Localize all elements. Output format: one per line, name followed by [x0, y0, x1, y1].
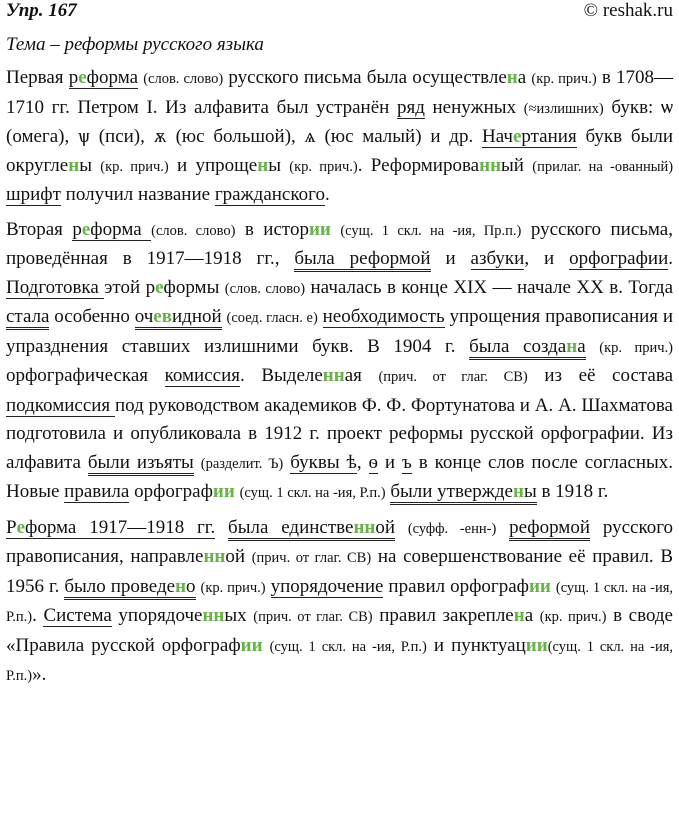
grammar-note: (кр. прич.): [289, 158, 358, 175]
exercise-number: Упр. 167: [6, 0, 77, 21]
highlighted-letters: е: [512, 126, 522, 147]
text-run: [395, 517, 408, 538]
grammar-note: (кр. прич.): [539, 609, 607, 625]
text-run: [331, 219, 340, 240]
underlined-word: подкомиссия: [6, 394, 115, 416]
grammar-note: (кр. прич.): [531, 71, 597, 87]
grammar-note: (прич. от глаг. СВ): [251, 550, 372, 566]
text-run: [496, 517, 509, 538]
highlighted-letters: ии: [240, 634, 263, 656]
underlined-word: р: [68, 67, 79, 88]
text-run: ая: [344, 365, 379, 386]
text-run: а: [517, 67, 532, 88]
text-run: , и: [524, 248, 570, 269]
underlined-word: было проведе: [64, 576, 175, 600]
highlighted-letters: ии: [528, 575, 551, 597]
underlined-word: идной: [172, 306, 222, 330]
site-credit: © reshak.ru: [583, 0, 673, 21]
text-run: ый: [501, 154, 533, 176]
highlighted-letters: е: [16, 516, 26, 538]
text-run: ».: [32, 664, 47, 685]
underlined-word: Подготовка: [6, 276, 105, 298]
highlighted-letters: нн: [202, 605, 225, 626]
paragraph-3: [6, 514, 673, 691]
underlined-word: оч: [135, 306, 154, 330]
underlined-word: ѳ: [368, 451, 378, 473]
grammar-note: (прич. от глаг. СВ): [378, 369, 528, 385]
text-run: р: [145, 276, 156, 298]
grammar-note: (кр. прич.): [599, 339, 674, 356]
text-run: ы: [79, 154, 101, 176]
highlighted-letters: н: [506, 67, 518, 88]
underlined-word: были изъяты: [88, 452, 194, 476]
underlined-word: а: [577, 336, 585, 360]
underlined-word: ой: [375, 517, 395, 541]
text-run: букв были округле: [6, 126, 673, 176]
grammar-note: (сущ. 1 скл. на -ия, Р.п.): [6, 579, 674, 625]
text-run: [194, 452, 201, 473]
text-run: и: [430, 248, 471, 269]
highlighted-letters: н: [566, 336, 577, 360]
grammar-note: (кр. прич.): [200, 579, 266, 596]
highlighted-letters: ии: [308, 218, 331, 240]
text-run: и пунктуац: [426, 634, 526, 656]
text-run: правил закрепле: [372, 605, 514, 626]
text-run: орфографическая: [6, 365, 165, 386]
text-run: .: [668, 248, 673, 269]
highlighted-letters: е: [78, 67, 87, 88]
grammar-note: (соед. гласн. е): [226, 310, 318, 326]
grammar-note: (сущ. 1 скл. на -ия, Р.п.): [269, 638, 427, 655]
underlined-word: буквы ѣ: [290, 451, 357, 473]
text-run: формы: [163, 276, 225, 298]
underlined-word: упорядочение: [270, 575, 384, 597]
underlined-word: р: [72, 218, 82, 240]
underlined-word: комиссия: [164, 365, 240, 386]
text-run: и: [378, 451, 402, 473]
text-run: [215, 517, 228, 538]
underlined-word: необходимость: [322, 306, 445, 327]
text-run: ой: [225, 546, 252, 567]
text-run: получил название: [60, 184, 215, 205]
underlined-word: Р: [6, 516, 17, 538]
highlighted-letters: ии: [212, 481, 235, 502]
text-run: . Реформирова: [357, 154, 480, 176]
text-run: русского правописания, направле: [6, 516, 674, 567]
highlighted-letters: ии: [525, 634, 548, 656]
grammar-note: (прич. от глаг. СВ): [253, 609, 373, 625]
grammar-note: (кр. прич.): [100, 158, 169, 175]
underlined-word: ы: [524, 481, 537, 505]
underlined-word: форма 1917—1918 гг.: [25, 516, 216, 538]
text-run: . Выделе: [240, 365, 323, 386]
underlined-word: реформой: [509, 517, 590, 541]
paragraph-2: [6, 216, 673, 508]
paragraph-1: [6, 64, 673, 210]
text-run: .: [324, 184, 330, 205]
text-run: орфограф: [129, 481, 213, 502]
text-run: из её состава: [527, 365, 674, 386]
underlined-word: Система: [43, 605, 112, 626]
text-run: в 1708— 1710 гг. Петром I. Из алфавита был устранён: [6, 67, 673, 118]
grammar-note: (слов. слово): [143, 71, 224, 87]
underlined-word: о: [186, 576, 196, 600]
grammar-note: (≈излишних): [523, 100, 604, 117]
grammar-note: (прилаг. на -ованный): [532, 158, 674, 175]
text-run: [586, 336, 600, 357]
text-run: Вторая: [6, 218, 73, 240]
underlined-word: форма: [86, 67, 139, 88]
text-run: правил орфограф: [383, 575, 529, 597]
text-run: ых: [224, 605, 254, 626]
text-run: упорядоче: [111, 605, 203, 626]
text-run: этой: [104, 276, 146, 298]
text-run: ы: [268, 154, 290, 176]
text-run: под руководством академиков Ф. Ф. Фортунатова и А. А. Шахматова подготовила и опубликовала в 1912 г. проект реформы русской орфографии. Из алфавита: [6, 394, 673, 473]
text-run: и упроще: [168, 154, 258, 176]
grammar-note: (слов. слово): [224, 280, 306, 297]
text-run: Первая: [6, 67, 69, 88]
text-run: русского письма, проведённая в 1917—1918 гг.,: [6, 218, 673, 269]
grammar-note: (сущ. 1 скл. на -ия, Р.п.): [6, 638, 674, 684]
text-run: в истор: [235, 218, 309, 240]
text-run: началась в конце XIX — начале XX в. Тогда: [305, 276, 674, 298]
highlighted-letters: е: [155, 276, 164, 298]
underlined-word: шрифт: [6, 184, 61, 205]
topic-line: Тема – реформы русского языка: [6, 34, 264, 55]
underlined-word: была единстве: [228, 517, 353, 541]
highlighted-letters: н: [513, 481, 524, 505]
text-run: [266, 576, 271, 597]
underlined-word: азбуки: [470, 248, 525, 269]
underlined-word: была реформой: [294, 248, 430, 272]
text-run: русского письма была осуществле: [223, 67, 507, 88]
header: [6, 0, 673, 24]
highlighted-letters: нн: [203, 546, 226, 567]
grammar-note: (разделит. Ъ): [200, 455, 284, 472]
underlined-word: была созда: [469, 336, 566, 360]
underlined-word: ряд: [396, 96, 425, 118]
underlined-word: Нач: [482, 126, 513, 147]
highlighted-letters: ев: [153, 306, 172, 330]
text-run: .: [32, 605, 44, 626]
grammar-note: (сущ. 1 скл. на -ия, Пр.п.): [340, 222, 522, 239]
underlined-word: ъ: [401, 451, 412, 473]
highlighted-letters: н: [257, 154, 269, 176]
highlighted-letters: нн: [479, 154, 502, 176]
grammar-note: (сущ. 1 скл. на -ия, Р.п.): [239, 485, 386, 501]
text-run: в своде «Правила русской орфограф: [6, 605, 673, 656]
text-run: упрощения правописания и упразднения ставших излишними букв. В 1904 г.: [6, 306, 674, 357]
text-run: в конце слов после согласных. Новые: [6, 451, 674, 502]
underlined-word: ртания: [521, 126, 577, 147]
underlined-word: гражданского: [214, 184, 325, 205]
text-run: особенно: [49, 306, 135, 327]
highlighted-letters: нн: [322, 365, 345, 386]
underlined-word: орфографии: [569, 248, 669, 269]
underlined-word: были утвержде: [390, 481, 513, 505]
underlined-word: стала: [6, 306, 49, 330]
highlighted-letters: нн: [353, 517, 375, 541]
text-run: ненужных: [424, 96, 524, 118]
text-run: на совершенствование её правил. В 1956 г.: [6, 546, 673, 597]
text-run: а: [524, 605, 540, 626]
text-run: букв: ѡ (омега), ѱ (пси), ѫ (юс большой), ѧ (юс малый) и др.: [6, 96, 673, 147]
grammar-note: (слов. слово): [151, 222, 236, 239]
underlined-word: правила: [64, 481, 130, 502]
highlighted-letters: н: [175, 576, 186, 600]
answer-body: [6, 64, 673, 691]
grammar-note: (суфф. -енн-): [407, 520, 497, 537]
highlighted-letters: е: [81, 218, 91, 240]
highlighted-letters: н: [513, 605, 525, 626]
text-run: [263, 635, 270, 656]
text-run: [318, 306, 323, 327]
highlighted-letters: н: [68, 154, 80, 176]
text-run: в 1918 г.: [536, 481, 609, 502]
text-run: ,: [356, 451, 369, 473]
underlined-word: форма: [90, 218, 152, 240]
